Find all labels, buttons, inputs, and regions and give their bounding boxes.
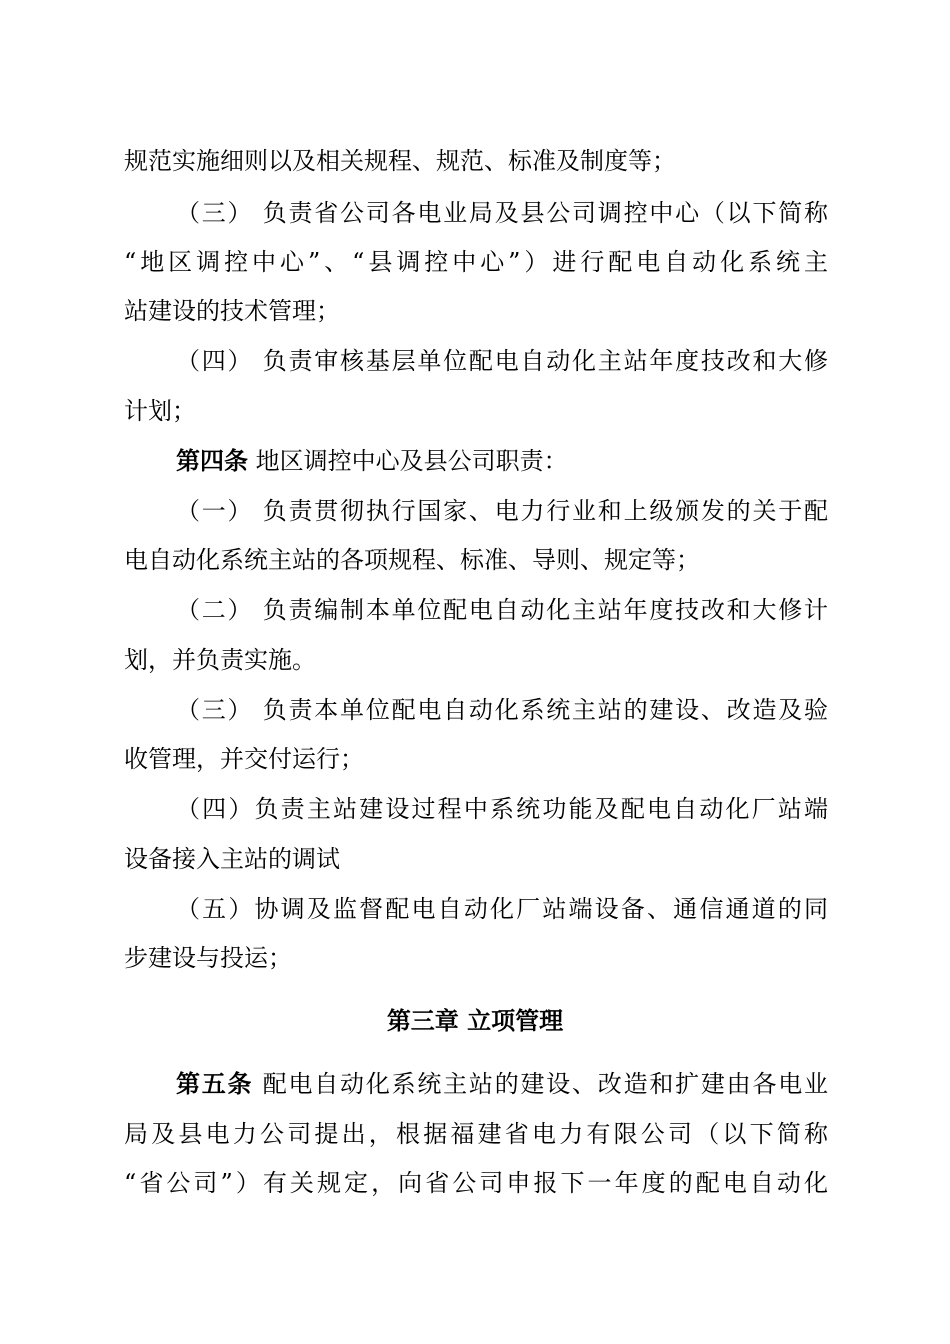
article-4-text: 地区调控中心及县公司职责： <box>255 447 568 475</box>
chapter-heading: 第三章 立项管理 <box>386 1007 564 1035</box>
article-4-label: 第四条 <box>176 447 248 475</box>
text-line: 局及县电力公司提出，根据福建省电力有限公司（以下简称 <box>124 1120 828 1148</box>
article-5-line <box>176 1069 828 1099</box>
text-line: 划，并负责实施。 <box>124 646 316 674</box>
text-line: 步建设与投运； <box>124 944 292 972</box>
text-line: （四）负责主站建设过程中系统功能及配电自动化厂站端 <box>176 795 828 823</box>
text-line: 设备接入主站的调试 <box>124 845 340 873</box>
article-4-line <box>176 446 828 476</box>
text-line: 规范实施细则以及相关规程、规范、标准及制度等； <box>124 147 676 175</box>
text-line: （二） 负责编制本单位配电自动化主站年度技改和大修计 <box>176 596 828 624</box>
text-line: （三） 负责本单位配电自动化系统主站的建设、改造及验 <box>176 696 828 724</box>
text-line: 电自动化系统主站的各项规程、标准、导则、规定等； <box>124 546 700 574</box>
text-line: （三） 负责省公司各电业局及县公司调控中心（以下简称 <box>176 199 828 227</box>
text-line: “地区调控中心”、“县调控中心”）进行配电自动化系统主 <box>124 248 828 276</box>
text-line: 站建设的技术管理； <box>124 297 340 325</box>
text-line: 计划； <box>124 397 196 425</box>
text-line: （一） 负责贯彻执行国家、电力行业和上级颁发的关于配 <box>176 497 828 525</box>
article-5-text: 配电自动化系统主站的建设、改造和扩建由各电业 <box>262 1070 828 1098</box>
text-line: “省公司”）有关规定，向省公司申报下一年度的配电自动化 <box>124 1169 828 1197</box>
article-5-label: 第五条 <box>176 1070 254 1098</box>
text-line: 收管理，并交付运行； <box>124 745 364 773</box>
text-line: （四） 负责审核基层单位配电自动化主站年度技改和大修 <box>176 347 828 375</box>
text-line: （五）协调及监督配电自动化厂站端设备、通信通道的同 <box>176 895 828 923</box>
